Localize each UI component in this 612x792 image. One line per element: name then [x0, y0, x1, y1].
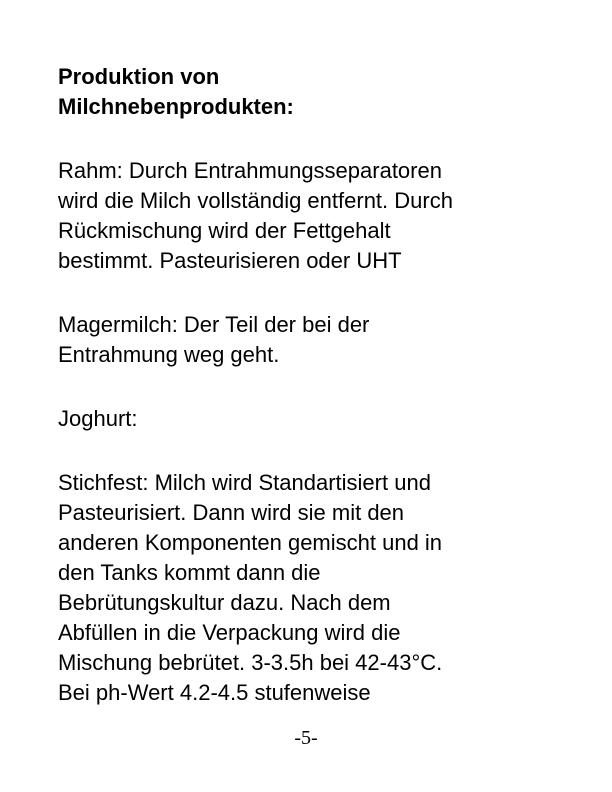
text-line: Entrahmung weg geht. — [58, 342, 280, 367]
paragraph-rahm — [58, 156, 558, 276]
text-line: Bei ph-Wert 4.2-4.5 stufenweise — [58, 680, 371, 705]
heading-line: Milchnebenprodukten: — [58, 94, 294, 119]
text-line: bestimmt. Pasteurisieren oder UHT — [58, 248, 402, 273]
text-line: Mischung bebrütet. 3-3.5h bei 42-43°C. — [58, 650, 443, 675]
page-number: -5- — [294, 727, 318, 749]
text-line: Abfüllen in die Verpackung wird die — [58, 620, 401, 645]
text-line: Bebrütungskultur dazu. Nach dem — [58, 590, 391, 615]
text-line: Joghurt: — [58, 406, 138, 431]
heading-line: Produktion von — [58, 64, 220, 89]
text-line: anderen Komponenten gemischt und in — [58, 530, 443, 555]
text-line: den Tanks kommt dann die — [58, 560, 321, 585]
paragraph-joghurt — [58, 404, 558, 434]
text-line: Rahm: Durch Entrahmungsseparatoren — [58, 158, 442, 183]
text-line: Stichfest: Milch wird Standartisiert und — [58, 470, 431, 495]
text-line: wird die Milch vollständig entfernt. Durch — [58, 188, 453, 213]
section-heading — [58, 62, 558, 122]
text-line: Pasteurisiert. Dann wird sie mit den — [58, 500, 405, 525]
paragraph-stichfest — [58, 468, 558, 708]
text-line: Magermilch: Der Teil der bei der — [58, 312, 370, 337]
document-page — [58, 62, 558, 708]
paragraph-magermilch — [58, 310, 558, 370]
text-line: Rückmischung wird der Fettgehalt — [58, 218, 391, 243]
